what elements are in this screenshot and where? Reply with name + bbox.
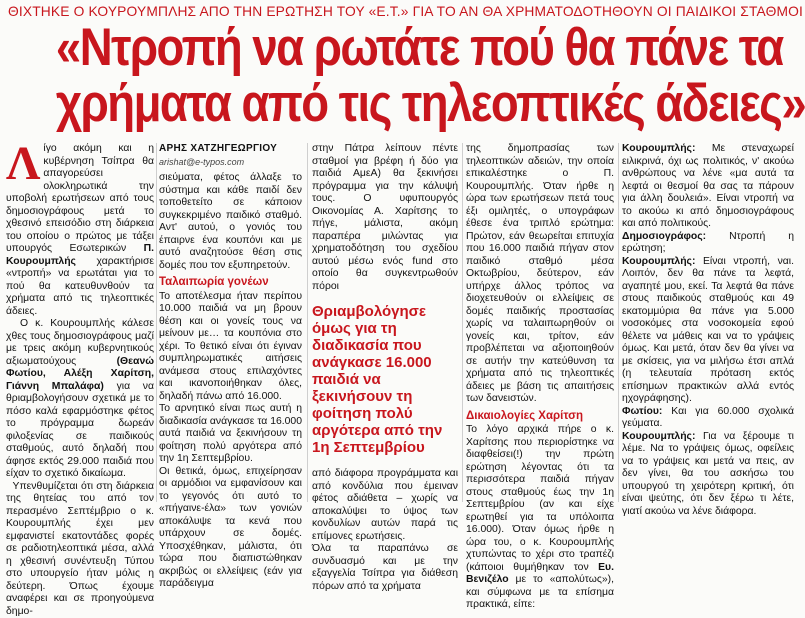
text: Και για 60.000 σχολικά γεύματα. xyxy=(622,406,794,430)
text: ίγο ακόμη και η κυβέρνηση Τσίπρα θα απαγορεύσει ολοκληρωτικά την υποβολή ερωτήσεων από τους δημοσιογράφους μετά το χθεσινό επεισόδιο στη διάρκεια του οποίου ο πρώτος με τάξει υπουργός Εσωτερικών xyxy=(6,143,154,254)
column-divider xyxy=(156,143,157,502)
byline xyxy=(159,143,302,168)
article-column-3 xyxy=(312,143,458,502)
speaker: Κουρουμπλής: xyxy=(622,143,695,154)
pull-quote: Θριαμβολόγησε όμως για τη διαδικασία που ανάγκασε 16.000 παιδιά να ξεκινήσουν τη φοίτηση πολύ αργότερα από την 1η Σεπτεμβρίου xyxy=(312,303,458,456)
paragraph: Το αποτέλεσμα ήταν περίπου 10.000 παιδιά να μη βρουν θέση και οι γονείς τους να μείνουν με… τα κουπόνια στο χέρι. Το θετικό είναι ότι έγιναν συμπληρωματικές αιτήσεις ανάμεσα στους επιλαχόντες και ικανοποιήθηκαν όλες, δηλαδή πάνω από 16.000. xyxy=(159,291,302,404)
dialogue-line xyxy=(622,431,794,519)
text: χαρακτήρισε «ντροπή» να ερωτάται για το πού θα κατευθυνθούν τα χρήματα από τις τηλεοπτικές άδειες. xyxy=(6,256,154,317)
text: Με στεναχωρεί ειλικρινά, όχι ως πολιτικός, ν' ακούω ανθρώπους να λένε «μα αυτά τα λεφτά οι θεσμοί θα σας τα πάρουν για άλλη δουλειά». Είναι ντροπή να το ακούω κι από δημοσιογράφους και από πολιτικούς. xyxy=(622,143,794,229)
paragraph xyxy=(6,481,154,618)
paragraph xyxy=(6,143,154,318)
text: Για να ξέρουμε τι λέμε. Να το γράψεις όμως, οφείλεις να το γράψεις και μετά να πεις, αν δεν γίνει, θα του ασκήσω του υπουργού τη χειρότερη κριτική, ότι είναι ψεύτης, ότι δεν ξέρω τι λέτε, γιατί ακούω να λένε διάφορα. xyxy=(622,431,794,517)
text: με το «απολύτως»), και σύμφωνα με τα επίσημα πρακτικά, είπε: xyxy=(466,574,614,610)
text: Ο κ. Κουρουμπλής κάλεσε χθες τους δημοσιογράφους μαζί με τρεις ακόμη κυβερνητικούς αξιωματούχους xyxy=(6,318,154,367)
paragraph xyxy=(6,318,154,481)
headline xyxy=(56,20,743,132)
speaker: Κουρουμπλής: xyxy=(622,256,695,267)
text: Είναι ντροπή, ναι. Λοιπόν, δεν θα πάνε τα λεφτά, αγαπητέ μου, εκεί. Τα λεφτά θα πάνε στους παιδικούς σταθμούς και 49 εκατομμύρια θα πάνε για 5.000 νοσοκόμες στα νοσοκομεία εφού θέλετε να μάθεις και να το γράψεις όμως. Και μετά, όταν δεν θα γίνει να με σκίσεις, για να μιλήσω έτσι απλά (η τελευταία πρόταση εκτός επίσημων πρακτικών αλλά εντός ηχογράφησης). xyxy=(622,256,794,405)
paragraph: της δημοπρασίας των τηλεοπτικών αδειών, την οποία επικαλέστηκε ο Π. Κουρουμπλής. Όταν ήρθε η ώρα των ερωτήσεων πετά τους έξι ομιλητές, ο υπογράφων έθεσε ένα τριπλό ερώτημα: Πρώτον, εάν θεωρείται επιτυχία που 16.000 παιδιά πήγαν στον παιδικό σταθμό μέσα Οκτωβρίου, δεύτερον, εάν υπήρχε άλλος τρόπος να διοχετευθούν οι ελλείψεις σε δομές παιδικής προστασίας χωρίς να ταλαιπωρηθούν οι γονείς και, τρίτον, εάν προβλέπεται να αξιοποιηθούν σε αυτήν την κατεύθυνση τα χρήματα από τις τηλεοπτικές άδειες με βάση τις απαιτήσεις των δανειστών. xyxy=(466,143,614,406)
dropcap: Λ xyxy=(6,145,40,183)
person-name: Ευ. Βενιζέλο xyxy=(466,562,614,586)
author-name: ΑΡΗΣ ΧΑΤΖΗΓΕΩΡΓΙΟΥ xyxy=(159,143,302,156)
paragraph xyxy=(466,424,614,612)
speaker: Δημοσιογράφος: xyxy=(622,231,706,242)
paragraph: στην Πάτρα λείπουν πέντε σταθμοί για βρέφη ή δύο για παιδιά ΑμεΑ) θα ξεκινήσει πρόγραμμα για την κάλυψή τους. Ο υφυπουργός Οικονομίας Α. Χαρίτσης το πήγε, μάλιστα, ακόμη παραπέρα μιλώντας για χρηματοδότηση του σχεδίου αυτού μέσω ενός fund στο οποίο θα συγκεντρωθούν πόροι xyxy=(312,143,458,293)
paragraph: Το αρνητικό είναι πως αυτή η διαδικασία ανάγκασε τα 16.000 αυτά παιδιά να ξεκινήσουν τη φοίτηση πολύ αργότερα από την 1η Σεπτεμβρίου. xyxy=(159,403,302,466)
column-divider xyxy=(462,143,463,502)
paragraph: σιεύματα, φέτος άλλαξε το σύστημα και κάθε παιδί δεν τοποθετείτο σε κάποιον συγκεκριμένο παιδικό σταθμό. Αντ' αυτού, ο γονιός του έπαιρνε ένα κουπόνι και με αυτό αναζητούσε θέση στις δομές που τον εξυπηρετούν. xyxy=(159,172,302,272)
column-divider xyxy=(307,143,308,502)
text: Ντροπή η ερώτηση; xyxy=(622,231,794,255)
article-column-1 xyxy=(6,143,154,502)
article-column-2 xyxy=(159,143,302,502)
dialogue-line xyxy=(622,231,794,256)
author-email: arishat@e-typos.com xyxy=(159,156,302,169)
kicker: ΘΙΧΤΗΚΕ Ο ΚΟΥΡΟΥΜΠΛΗΣ ΑΠΟ ΤΗΝ ΕΡΩΤΗΣΗ ΤΟΥ «Ε.Τ.» ΓΙΑ ΤΟ ΑΝ ΘΑ ΧΡΗΜΑΤΟΔΟΤΗΘΟΥΝ ΟΙ ΠΑΙΔΙΚΟΙ ΣΤΑΘΜΟΙ xyxy=(8,4,793,19)
person-names: (Θεανώ Φωτίου, Αλέξη Χαρίτση, Γιάννη Μπαλάφα) xyxy=(6,356,154,392)
column-divider xyxy=(618,143,619,502)
subheading: Ταλαιπωρία γονέων xyxy=(159,276,302,289)
article-column-4 xyxy=(466,143,614,502)
dialogue-line xyxy=(622,406,794,431)
dialogue-line xyxy=(622,256,794,406)
article-column-5 xyxy=(622,143,794,502)
speaker: Φωτίου: xyxy=(622,406,662,417)
subheading: Δικαιολογίες Χαρίτση xyxy=(466,410,614,423)
headline-line-1: «Ντροπή να ρωτάτε πού θα πάνε τα xyxy=(56,20,743,76)
paragraph: Οι θετικά, όμως, επιχείρησαν οι αρμόδιοι να εμφανίσουν και το γεγονός ότι αυτό το «πήγαινε-έλα» των γονιών αποκάλυψε τα κενά που υπάρχουν σε δομές. Υποσχέθηκαν, μάλιστα, ότι τώρα που διαπιστώθηκαν ακριβώς οι ελλείψεις (εάν για παράδειγμα xyxy=(159,466,302,591)
speaker: Κουρουμπλής: xyxy=(622,431,695,442)
dialogue-line xyxy=(622,143,794,231)
text: Υπενθυμίζεται ότι στη διάρκεια της θητείας του από τον περασμένο Σεπτέμβριο ο κ. Κουρουμπλής έχει μεν εμφανιστεί εκατοντάδες φορές σε ραδιοτηλεοπτικά μέσα, αλλά η χθεσινή συνέντευξη Τύπου στο υπουργείο ήταν μόλις η δεύτερη. Όπως έχουμε αναφέρει και σε προηγούμενα δημο- xyxy=(6,481,154,617)
text: για να θριαμβολογήσουν σχετικά με το πόσο καλά εφαρμόστηκε φέτος το πρόγραμμα δωρεάν φιλοξενίας σε παιδικούς σταθμούς, αυτό δηλαδή που άφησε εκτός 29.000 παιδιά που είχαν το σχετικό δικαίωμα. xyxy=(6,381,154,480)
paragraph: από διάφορα προγράμματα και από κονδύλια που έμειναν φέτος αδιάθετα – χωρίς να αποκαλύψει το ύψος των κονδυλίων αυτών παρά τις επίμονες ερωτήσεις. xyxy=(312,468,458,543)
headline-line-2: χρήματα από τις τηλεοπτικές άδειες» xyxy=(56,76,743,132)
paragraph: Όλα τα παραπάνω σε συνδυασμό και με την εξαγγελία Τσίπρα για διάθεση πόρων από τα χρήματα xyxy=(312,543,458,593)
text: Το λόγο αρχικά πήρε ο κ. Χαρίτσης που περιορίστηκε να διαφθείσει(!) την πρώτη ερώτηση λέγοντας ότι τα περισσότερα παιδιά πήγαν στους σταθμούς έως την 1η Σεπτεμβρίου (αν και είχε ερωτηθεί για τα υπόλοιπα 16.000). Όταν όμως ήρθε η ώρα του, ο κ. Κουρουμπλής χτυπώντας το χέρι στο τραπέζι (κάποιοι θυμήθηκαν τον xyxy=(466,424,614,573)
person-name: Π. Κουρουμπλής xyxy=(6,243,154,267)
